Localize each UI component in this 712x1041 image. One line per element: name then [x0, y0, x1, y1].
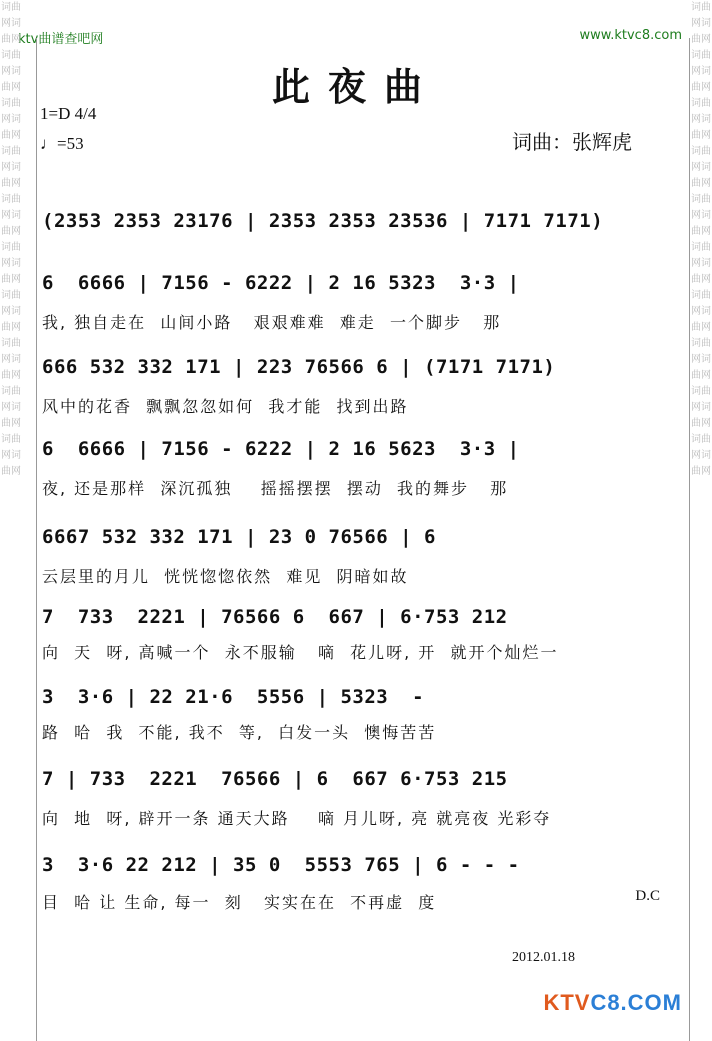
right-watermark-strip: 词曲网词曲网词曲网词曲网词曲网词曲网词曲网词曲网词曲网词曲网词曲网词曲网词曲网词曲网词曲网词曲网词曲网词曲网词曲网词曲网: [691, 2, 711, 477]
left-watermark-strip: 词曲网词曲网词曲网词曲网词曲网词曲网词曲网词曲网词曲网词曲网词曲网词曲网词曲网词曲网词曲网词曲网词曲网词曲网词曲网词曲网: [1, 2, 21, 477]
score-row-2-lyrics: 我, 独自走在 山间小路 艰艰难难 难走 一个脚步 那: [42, 313, 502, 332]
site-logo-c8: C8.COM: [590, 990, 682, 1015]
score-row-3-notes: 666 532 332 171 | 223 76566 6 | (7171 7171): [42, 356, 556, 378]
site-logo-ktv: KTV: [543, 990, 591, 1015]
score-row-8-lyrics: 向 地 呀, 辟开一条 通天大路 嘀 月儿呀, 亮 就亮夜 光彩夺: [42, 809, 552, 828]
score-date: 2012.01.18: [512, 950, 575, 965]
score-row-8-notes: 7 | 733 2221 76566 | 6 667 6·753 215: [42, 768, 508, 790]
song-title: 此夜曲: [271, 64, 440, 109]
score-row-7-notes: 3 3·6 | 22 21·6 5556 | 5323 -: [42, 686, 425, 708]
score-row-9-notes: 3 3·6 22 212 | 35 0 5553 765 | 6 - - -: [42, 854, 520, 876]
score-row-6-notes: 7 733 2221 | 76566 6 667 | 6·753 212: [42, 606, 508, 628]
score-row-9-lyrics: 目 哈 让 生命, 每一 刻 实实在在 不再虚 度: [42, 893, 437, 912]
score-row-5-notes: 6667 532 332 171 | 23 0 76566 | 6: [42, 526, 436, 548]
tempo-marking: ♩=53: [40, 134, 84, 153]
site-logo: [543, 990, 682, 1016]
key-signature: 1=D 4/4: [40, 104, 97, 123]
score-row-4-notes: 6 6666 | 7156 - 6222 | 2 16 5623 3·3 |: [42, 438, 520, 460]
score-row-2-notes: 6 6666 | 7156 - 6222 | 2 16 5323 3·3 |: [42, 272, 520, 294]
score-row-5-lyrics: 云层里的月儿 恍恍惚惚依然 难见 阴暗如故: [42, 567, 409, 586]
right-site-label: www.ktvc8.com: [579, 28, 682, 43]
da-capo-marking: D.C: [635, 888, 660, 904]
composer-credit: 词曲：张辉虎: [512, 130, 632, 154]
score-row-4-lyrics: 夜, 还是那样 深沉孤独 摇摇摆摆 摆动 我的舞步 那: [42, 479, 509, 498]
score-row-3-lyrics: 风中的花香 飘飘忽忽如何 我才能 找到出路: [42, 397, 409, 416]
left-site-label: ktv曲谱查吧网: [18, 32, 104, 47]
score-row-6-lyrics: 向 天 呀, 高喊一个 永不服输 嘀 花儿呀, 开 就开个灿烂一: [42, 643, 559, 662]
score-row-1-notes: (2353 2353 23176 | 2353 2353 23536 | 7171 7171): [42, 210, 604, 232]
score-row-7-lyrics: 路 哈 我 不能, 我不 等, 白发一头 懊悔苦苦: [42, 723, 437, 742]
